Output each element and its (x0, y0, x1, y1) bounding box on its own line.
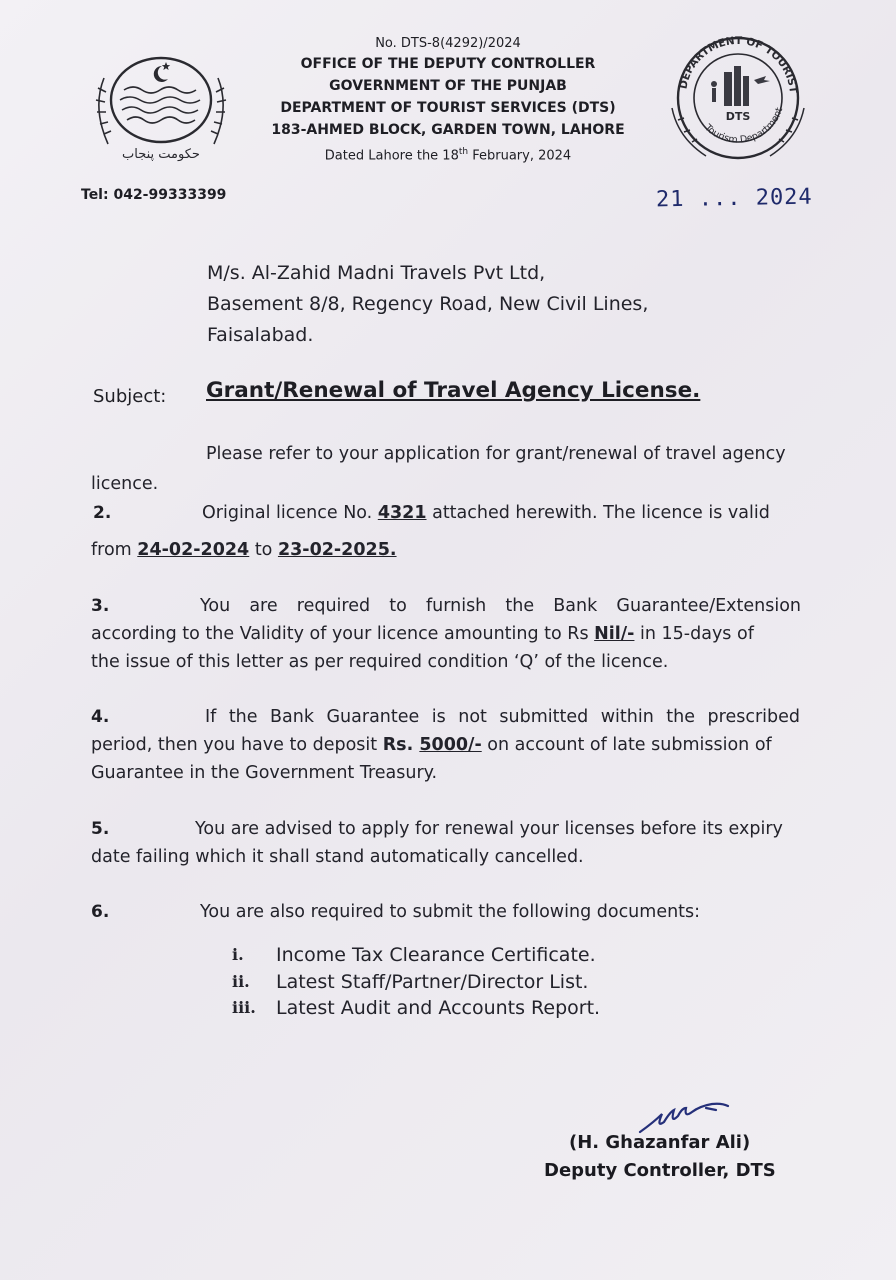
reference-number: No. DTS-8(4292)/2024 (375, 36, 521, 51)
paragraph-number: 6. (91, 902, 110, 922)
paragraph-5-line: date failing which it shall stand automatically cancelled. (91, 847, 584, 867)
signatory-name: (H. Ghazanfar Ali) (569, 1132, 751, 1153)
received-date-stamp: 21 ... 2024 (655, 184, 813, 213)
paragraph-number: 3. (91, 596, 110, 616)
svg-text:حکومت پنجاب: حکومت پنجاب (122, 147, 200, 162)
paragraph-3-line: according to the Validity of your licence amounting to Rs Nil/- in 15-days of (91, 624, 754, 644)
valid-from-date: 24-02-2024 (137, 540, 250, 560)
list-item: i. Income Tax Clearance Certificate. (232, 944, 596, 966)
svg-text:DTS: DTS (725, 110, 751, 123)
paragraph-2-line: Original licence No. 4321 attached herewith. The licence is valid (202, 503, 770, 523)
late-fee-amount: 5000/- (419, 735, 482, 755)
paragraph-3-line: You are required to furnish the Bank Guarantee/Extension (200, 596, 801, 616)
documents-list (232, 942, 600, 1022)
letter-date: Dated Lahore the 18th February, 2024 (324, 147, 572, 164)
paragraph-number: 4. (91, 707, 110, 727)
department-title: DEPARTMENT OF TOURIST SERVICES (DTS) (280, 100, 616, 116)
addressee-line: M/s. Al-Zahid Madni Travels Pvt Ltd, (207, 262, 546, 284)
paragraph-6-line: You are also required to submit the following documents: (200, 902, 701, 922)
office-title: OFFICE OF THE DEPUTY CONTROLLER (300, 56, 596, 72)
paragraph-4-line: If the Bank Guarantee is not submitted within the prescribed (205, 707, 800, 727)
paragraph-1-line: licence. (91, 474, 159, 494)
list-item: iii. Latest Audit and Accounts Report. (232, 997, 601, 1019)
svg-text:DEPARTMENT OF TOURIST: DEPARTMENT OF TOURIST (677, 34, 800, 94)
paragraph-2-line: from 24-02-2024 to 23-02-2025. (91, 540, 397, 560)
telephone: Tel: 042-99333399 (81, 187, 227, 203)
signatory-designation: Deputy Controller, DTS (544, 1160, 776, 1181)
subject-title: Grant/Renewal of Travel Agency License. (206, 378, 701, 403)
valid-to-date: 23-02-2025. (277, 540, 397, 560)
svg-text:Tourism Department: Tourism Department (702, 106, 786, 146)
paragraph-number: 5. (91, 819, 110, 839)
addressee-block (207, 258, 648, 351)
government-title: GOVERNMENT OF THE PUNJAB (329, 78, 567, 94)
addressee-line: Faisalabad. (207, 324, 314, 346)
guarantee-amount: Nil/- (594, 624, 635, 644)
paragraph-4-line: period, then you have to deposit Rs. 5000/- on account of late submission of (91, 735, 772, 755)
dts-seal-logo (654, 28, 822, 168)
paragraph-5-line: You are advised to apply for renewal your licenses before its expiry (195, 819, 783, 839)
paragraph-4-line: Guarantee in the Government Treasury. (91, 763, 438, 783)
addressee-line: Basement 8/8, Regency Road, New Civil Lines, (207, 293, 649, 315)
licence-number: 4321 (377, 503, 427, 523)
paragraph-number: 2. (93, 503, 112, 523)
punjab-emblem-logo (84, 48, 238, 166)
paragraph-1-line: Please refer to your application for grant/renewal of travel agency (206, 444, 786, 464)
paragraph-3-line: the issue of this letter as per required condition ‘Q’ of the licence. (91, 652, 669, 672)
subject-label: Subject: (93, 386, 167, 407)
office-address: 183-AHMED BLOCK, GARDEN TOWN, LAHORE (271, 122, 625, 138)
list-item: ii. Latest Staff/Partner/Director List. (232, 970, 589, 993)
